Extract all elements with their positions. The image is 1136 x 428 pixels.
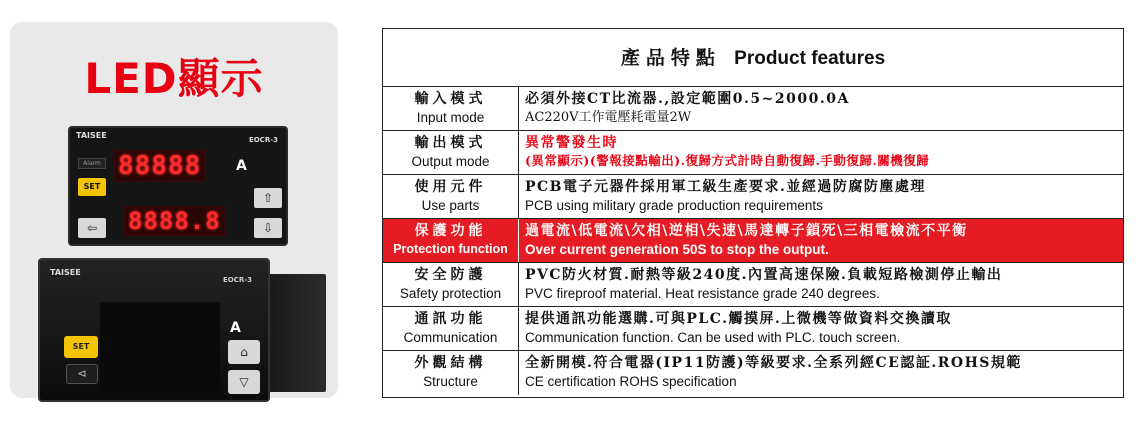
device-front-panel (68, 126, 288, 246)
device-model: EOCR-3 (222, 276, 252, 284)
feature-content-zh: PVC防火材質.耐熱等級240度.內置高速保險.負載短路檢測停止輸出 (525, 267, 1003, 283)
feature-row-use-parts (383, 175, 1123, 219)
feature-content (525, 219, 1117, 262)
device-down-icon: ▽ (228, 370, 260, 394)
feature-row-structure (383, 351, 1123, 395)
feature-label-en: Safety protection (399, 286, 502, 301)
feature-label-zh: 外觀結構 (414, 355, 487, 371)
feature-label-zh: 使用元件 (414, 179, 487, 195)
feature-label (383, 87, 519, 130)
feature-label-en: Input mode (416, 110, 485, 125)
feature-content-en: Over current generation 50S to stop the output. (525, 242, 829, 257)
feature-content-zh: 全新開模.符合電器(IP11防護)等級要求.全系列經CE認証.ROHS規範 (525, 355, 1022, 371)
feature-label-zh: 輸入模式 (414, 91, 487, 107)
feature-label-zh: 安全防護 (414, 267, 487, 283)
alarm-indicator: Alarm (78, 158, 106, 169)
device-set-button-icon: SET (64, 336, 98, 358)
feature-content (525, 87, 1117, 130)
device-brand: TAISEE (50, 268, 81, 277)
feature-content-en: AC220V工作電壓耗電量2W (525, 110, 692, 125)
feature-label-en: Structure (423, 374, 478, 389)
feature-content-zh: 提供通訊功能選購.可與PLC.觸摸屏.上微機等做資料交換讀取 (525, 311, 952, 327)
bezel-brand: TAISEE (76, 131, 107, 140)
device-side-body (268, 274, 326, 392)
device-unit-label: A (230, 320, 241, 336)
feature-label (383, 219, 519, 262)
feature-content-zh: PCB電子元器件採用軍工級生產要求.並經過防腐防塵處理 (525, 179, 926, 195)
feature-label-en: Output mode (411, 154, 490, 169)
features-header-zh: 產品特點 (620, 47, 721, 69)
feature-label (383, 263, 519, 306)
features-header (383, 29, 1123, 87)
feature-row-output-mode (383, 131, 1123, 175)
feature-content-en: PVC fireproof material. Heat resistance grade 240 degrees. (525, 286, 880, 301)
bezel-model: EOCR-3 (248, 136, 278, 144)
led-display-top: 88888 (114, 150, 205, 182)
features-rows (383, 87, 1123, 395)
feature-content (525, 307, 1117, 350)
down-arrow-icon: ⇩ (254, 218, 282, 238)
product-image-panel (10, 22, 338, 398)
feature-label-zh: 通訊功能 (414, 311, 487, 327)
feature-content (525, 263, 1117, 306)
device-back-icon: ⊲ (66, 364, 98, 384)
feature-label-zh: 保護功能 (414, 223, 487, 239)
feature-content-en: Communication function. Can be used with PLC. touch screen. (525, 330, 901, 345)
feature-row-protection (383, 219, 1123, 263)
product-features-table (382, 28, 1124, 398)
led-display-bottom: 8888.8 (124, 206, 225, 236)
set-button-icon: SET (78, 178, 106, 196)
feature-content-zh: 過電流\低電流\欠相\逆相\失速\馬達轉子鎖死\三相電檢流不平衡 (525, 223, 968, 239)
back-arrow-icon: ⇦ (78, 218, 106, 238)
device-photo (38, 258, 270, 402)
feature-content (525, 175, 1117, 218)
feature-label-en: Use parts (421, 198, 480, 213)
feature-row-safety (383, 263, 1123, 307)
device-display-window (100, 302, 220, 392)
feature-label (383, 351, 519, 395)
feature-content (525, 131, 1117, 174)
feature-label (383, 307, 519, 350)
features-header-en: Product features (734, 48, 886, 69)
device-home-icon: ⌂ (228, 340, 260, 364)
feature-row-communication (383, 307, 1123, 351)
feature-label-en: Protection function (393, 242, 508, 256)
feature-content (525, 351, 1117, 395)
up-arrow-icon: ⇧ (254, 188, 282, 208)
feature-label (383, 175, 519, 218)
feature-content-en: PCB using military grade production requirements (525, 198, 823, 213)
feature-content-detail: (異常顯示)(警報接點輸出).復歸方式計時自動復歸.手動復歸.關機復歸 (525, 153, 930, 168)
feature-content-en: CE certification ROHS specification (525, 374, 737, 389)
feature-label (383, 131, 519, 174)
bezel-unit-label: A (236, 158, 247, 174)
feature-row-input-mode (383, 87, 1123, 131)
feature-content-zh: 異常警發生時 (525, 135, 618, 151)
led-display-title: LED顯示 (84, 54, 264, 103)
feature-label-en: Communication (403, 330, 498, 345)
feature-label-zh: 輸出模式 (414, 135, 487, 151)
feature-content-zh: 必須外接CT比流器.,設定範圍0.5~2000.0A (525, 91, 850, 107)
